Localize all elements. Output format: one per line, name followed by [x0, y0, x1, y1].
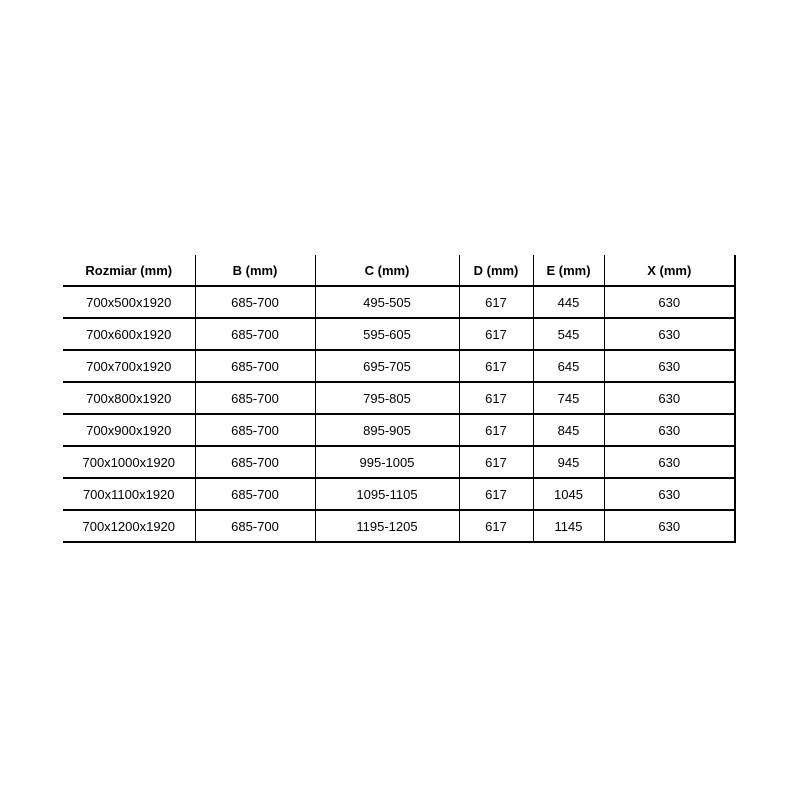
table-row [63, 318, 735, 350]
table-cell: 685-700 [195, 446, 315, 478]
table-cell: 700x600x1920 [63, 318, 195, 350]
table-cell: 700x700x1920 [63, 350, 195, 382]
table-cell: 617 [459, 414, 533, 446]
table-cell: 617 [459, 478, 533, 510]
table-cell: 995-1005 [315, 446, 459, 478]
column-header: X (mm) [604, 255, 735, 286]
table-cell: 545 [533, 318, 604, 350]
table-cell: 685-700 [195, 510, 315, 542]
table-cell: 700x800x1920 [63, 382, 195, 414]
table-cell: 495-505 [315, 286, 459, 318]
table-cell: 700x500x1920 [63, 286, 195, 318]
table-cell: 685-700 [195, 382, 315, 414]
table-cell: 685-700 [195, 350, 315, 382]
table-cell: 630 [604, 318, 735, 350]
header-row [63, 255, 735, 286]
column-header: Rozmiar (mm) [63, 255, 195, 286]
table-cell: 700x1200x1920 [63, 510, 195, 542]
table-cell: 630 [604, 478, 735, 510]
table-cell: 1095-1105 [315, 478, 459, 510]
table-cell: 685-700 [195, 414, 315, 446]
table-cell: 795-805 [315, 382, 459, 414]
spec-table-container [63, 255, 736, 543]
table-cell: 700x1000x1920 [63, 446, 195, 478]
table-cell: 1045 [533, 478, 604, 510]
table-cell: 630 [604, 382, 735, 414]
column-header: C (mm) [315, 255, 459, 286]
table-cell: 745 [533, 382, 604, 414]
table-cell: 617 [459, 382, 533, 414]
table-row [63, 350, 735, 382]
table-cell: 695-705 [315, 350, 459, 382]
table-cell: 617 [459, 350, 533, 382]
table-cell: 685-700 [195, 286, 315, 318]
column-header: D (mm) [459, 255, 533, 286]
table-cell: 630 [604, 286, 735, 318]
table-cell: 700x1100x1920 [63, 478, 195, 510]
table-cell: 595-605 [315, 318, 459, 350]
table-cell: 895-905 [315, 414, 459, 446]
table-cell: 700x900x1920 [63, 414, 195, 446]
table-cell: 617 [459, 286, 533, 318]
table-cell: 630 [604, 510, 735, 542]
table-cell: 685-700 [195, 478, 315, 510]
table-row [63, 510, 735, 542]
table-cell: 1145 [533, 510, 604, 542]
table-cell: 685-700 [195, 318, 315, 350]
table-row [63, 478, 735, 510]
table-cell: 945 [533, 446, 604, 478]
table-row [63, 446, 735, 478]
column-header: B (mm) [195, 255, 315, 286]
column-header: E (mm) [533, 255, 604, 286]
table-cell: 630 [604, 414, 735, 446]
table-cell: 1195-1205 [315, 510, 459, 542]
table-cell: 445 [533, 286, 604, 318]
table-cell: 617 [459, 446, 533, 478]
table-row [63, 286, 735, 318]
spec-table [63, 255, 736, 543]
table-cell: 617 [459, 318, 533, 350]
table-row [63, 414, 735, 446]
table-cell: 630 [604, 446, 735, 478]
table-cell: 630 [604, 350, 735, 382]
table-cell: 645 [533, 350, 604, 382]
table-row [63, 382, 735, 414]
table-cell: 845 [533, 414, 604, 446]
table-cell: 617 [459, 510, 533, 542]
